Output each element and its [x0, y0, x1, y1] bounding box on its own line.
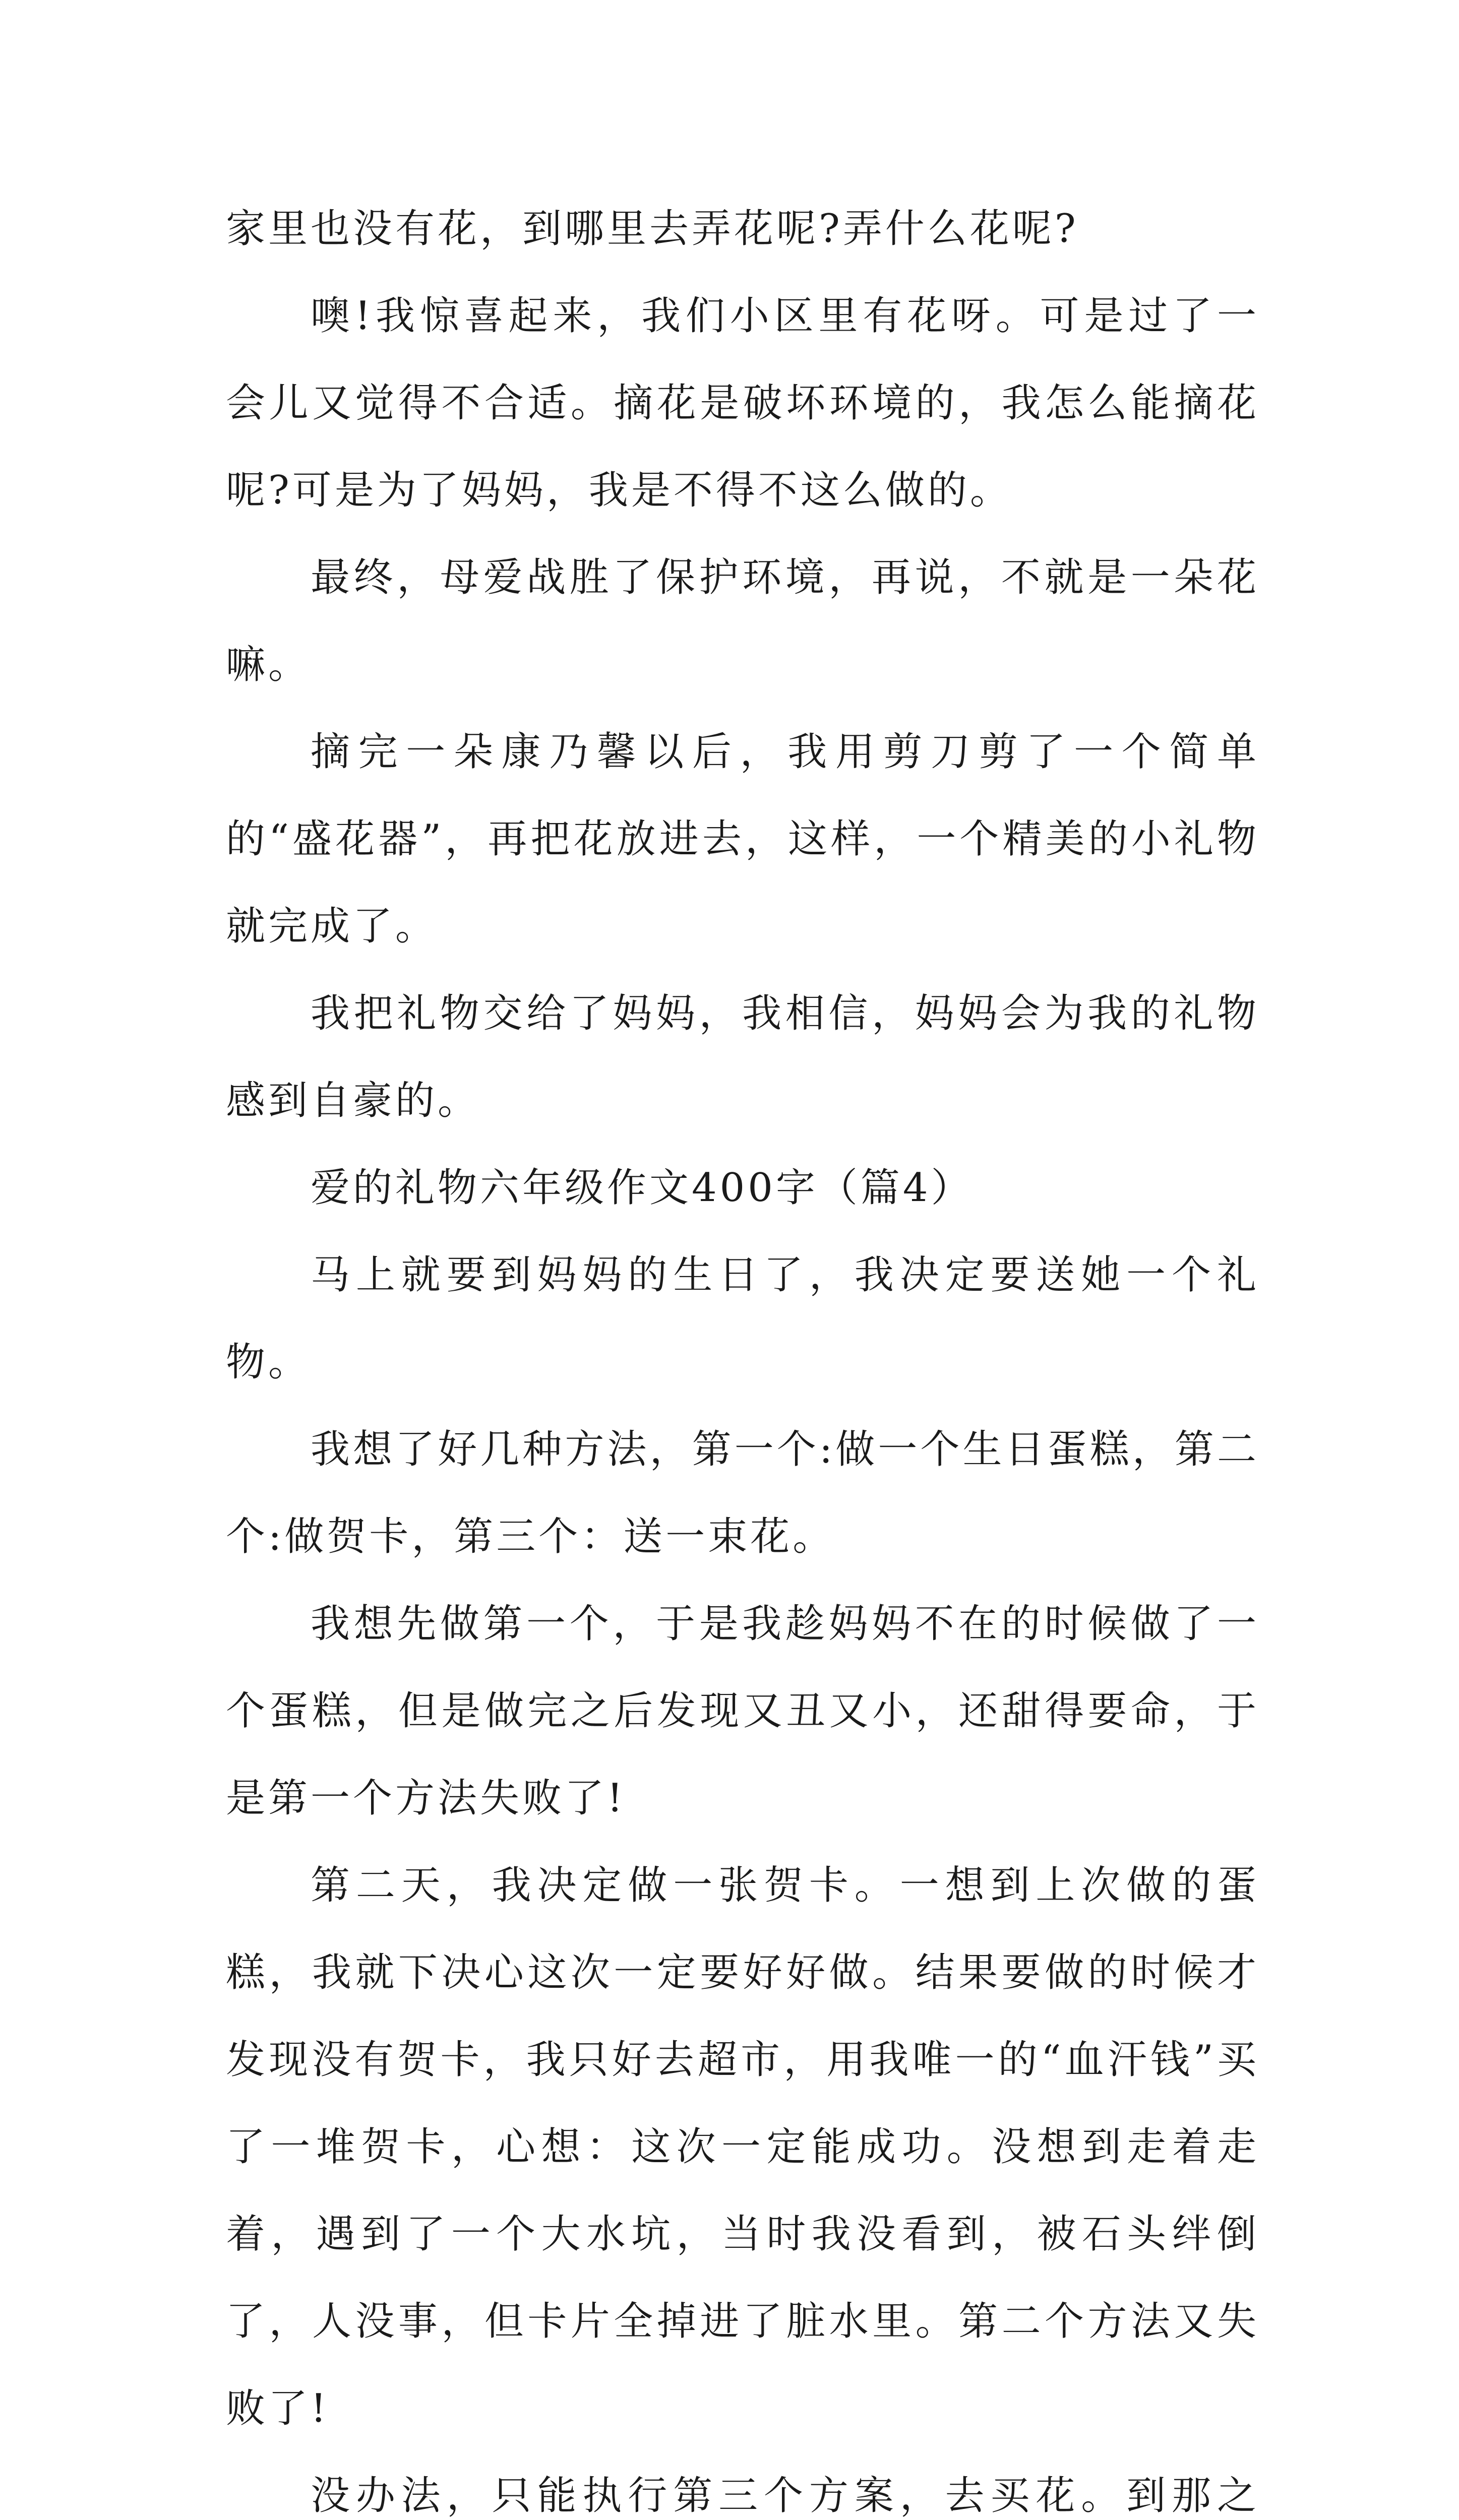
paragraph-11: 没办法，只能执行第三个方案，去买花。到那之 [311, 2473, 1259, 2518]
paragraph-2: 噢!我惊喜起来，我们小区里有花呀。可是过了一会儿又觉得不合适。摘花是破坏环境的，我怎么能摘花呢?可是为了妈妈，我是不得不这么做的。 [226, 293, 1259, 513]
paragraph-5: 我把礼物交给了妈妈，我相信，妈妈会为我的礼物感到自豪的。 [226, 991, 1259, 1123]
paragraph-4: 摘完一朵康乃馨以后，我用剪刀剪了一个简单的“盛花器”，再把花放进去，这样，一个精美的小礼物就完成了。 [226, 729, 1259, 949]
section-heading: 爱的礼物六年级作文400字（篇4） [311, 1165, 974, 1211]
paragraph-8: 我想了好几种方法，第一个:做一个生日蛋糕，第二个:做贺卡，第三个：送一束花。 [226, 1427, 1259, 1559]
document-body [226, 185, 1259, 2520]
paragraph-3: 最终，母爱战胜了保护环境，再说，不就是一朵花嘛。 [226, 555, 1259, 687]
paragraph-7: 马上就要到妈妈的生日了，我决定要送她一个礼物。 [226, 1252, 1259, 1385]
paragraph-9: 我想先做第一个，于是我趁妈妈不在的时候做了一个蛋糕，但是做完之后发现又丑又小，还甜得要命，于是第一个方法失败了! [226, 1601, 1259, 1821]
paragraph-1: 家里也没有花，到哪里去弄花呢?弄什么花呢? [226, 206, 1079, 251]
paragraph-10: 第二天，我决定做一张贺卡。一想到上次做的蛋糕，我就下决心这次一定要好好做。结果要做的时候才发现没有贺卡，我只好去超市，用我唯一的“血汗钱”买了一堆贺卡，心想：这次一定能成功。没想到走着走着，遇到了一个大水坑，当时我没看到，被石头绊倒了，人没事，但卡片全掉进了脏水里。第二个方法又失败了! [226, 1863, 1259, 2431]
